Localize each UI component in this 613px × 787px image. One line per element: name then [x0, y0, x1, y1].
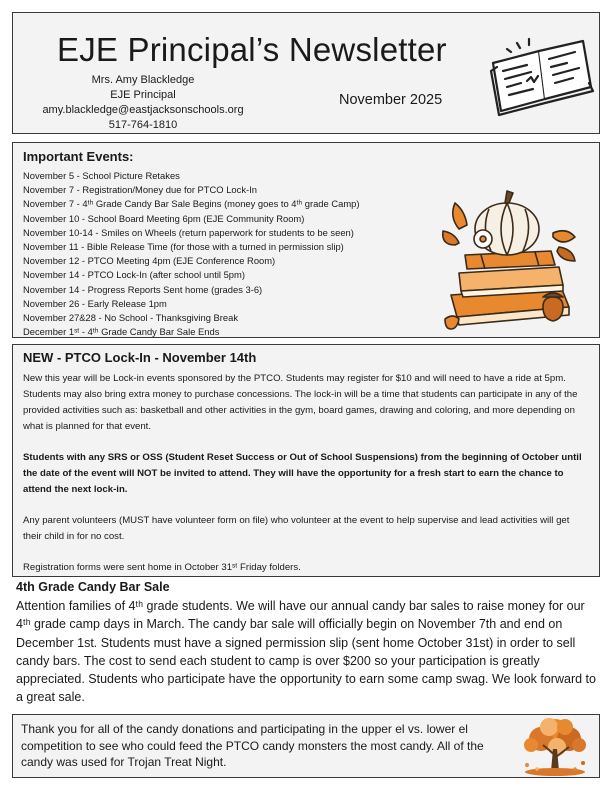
contact-info [23, 73, 263, 133]
candy-title: 4th Grade Candy Bar Sale [16, 580, 170, 594]
ptco-title: NEW - PTCO Lock-In - November 14th [23, 350, 257, 365]
thanks-box [12, 714, 600, 778]
event-item: November 10 - School Board Meeting 6pm (EJE Community Room) [23, 212, 305, 224]
pumpkin-on-books-icon [441, 169, 581, 337]
principal-role: EJE Principal [110, 89, 176, 101]
event-item: November 12 - PTCO Meeting 4pm (EJE Conference Room) [23, 255, 276, 267]
event-item: November 14 - PTCO Lock-In (after school until 5pm) [23, 269, 245, 281]
event-item: November 11 - Bible Release Time (for those with a turned in permission slip) [23, 241, 344, 253]
principal-email[interactable]: amy.blackledge@eastjacksonschools.org [42, 104, 244, 116]
header-box [12, 12, 600, 134]
events-title: Important Events: [23, 149, 134, 164]
thanks-text: Thank you for all of the candy donations and participating in the upper el vs. lower el competition to see who could feed the PTCO candy monsters the most candy. All of the candy was used for Trojan Treat Night. [21, 722, 484, 769]
event-item: November 14 - Progress Reports Sent home (grades 3-6) [23, 283, 263, 295]
event-item: December 1ˢᵗ - 4ᵗʰ Grade Candy Bar Sale Ends [23, 326, 220, 338]
open-book-icon [487, 35, 597, 117]
autumn-tree-icon [513, 715, 597, 777]
event-item: November 27&28 - No School - Thanksgiving Break [23, 312, 239, 324]
ptco-eligibility-paragraph: Students with any SRS or OSS (Student Reset Success or Out of School Suspensions) from the beginning of October until the date of the event will NOT be invited to attend. They will have the opportunity for a fresh start to earn the chance to attend the next lock-in. [23, 452, 582, 495]
event-item: November 7 - 4ᵗʰ Grade Candy Bar Sale Begins (money goes to 4ᵗʰ grade Camp) [23, 198, 360, 210]
ptco-box [12, 344, 600, 577]
ptco-volunteer-paragraph: Any parent volunteers (MUST have volunteer form on file) who volunteer at the event to help supervise and lead activities will get their child in for no cost. [23, 515, 570, 542]
events-box [12, 142, 600, 338]
candy-body: Attention families of 4ᵗʰ grade students. We will have our annual candy bar sales to raise money for our 4ᵗʰ grade camp days in March. The candy bar sale will officially begin on November 7th and end on December 1st. Students must have a signed permission slip (sent home October 31st) in order to sell candy bars. The cost to send each student to camp is over $200 so your participation is greatly appreciated. Students who participate have the opportunity to earn some camp swag. We look forward to a great sale. [16, 599, 596, 705]
issue-month: November 2025 [339, 92, 443, 108]
ptco-registration-paragraph: Registration forms were sent home in October 31ˢᵗ Friday folders. [23, 562, 301, 573]
event-item: November 5 - School Picture Retakes [23, 170, 180, 181]
event-item: November 10-14 - Smiles on Wheels (return paperwork for students to be seen) [23, 226, 354, 238]
candy-section [16, 580, 600, 707]
event-item: November 26 - Early Release 1pm [23, 297, 167, 309]
event-item: November 7 - Registration/Money due for PTCO Lock-In [23, 184, 257, 196]
events-list [23, 169, 359, 339]
principal-phone: 517-764-1810 [108, 119, 178, 131]
ptco-body [23, 371, 589, 591]
newsletter-title: EJE Principal’s Newsletter [57, 31, 447, 68]
principal-name: Mrs. Amy Blackledge [91, 74, 195, 86]
ptco-paragraph: New this year will be Lock-in events sponsored by the PTCO. Students may register for $10 and will need to have a ride at 5pm. Students may also bring extra money to purchase concessions. The lock-in will be a time that students can participate in any of the provided activities such as: basketball and other activities in the gym, board games, drawing and coloring, and more depending on what is planned for that event. [23, 373, 578, 432]
